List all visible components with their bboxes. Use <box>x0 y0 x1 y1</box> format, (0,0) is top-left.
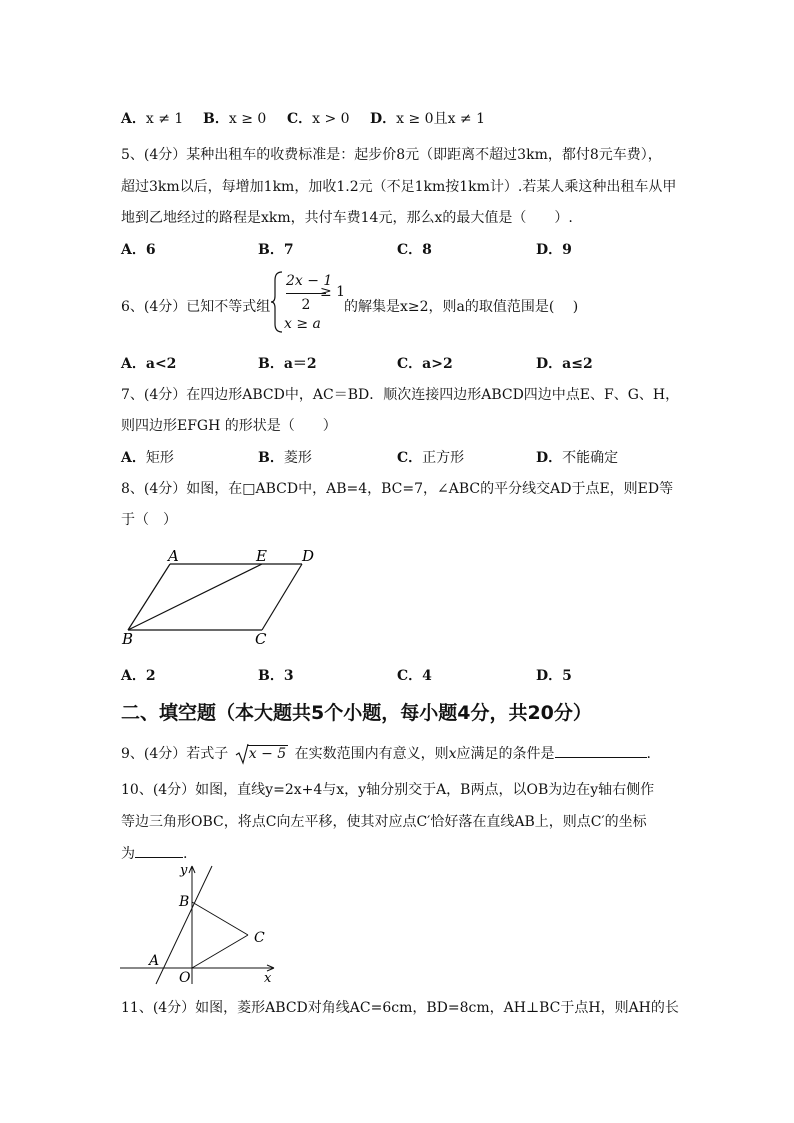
q4-option-c: C．x > 0 <box>287 111 350 127</box>
q10-line-ab <box>156 866 212 984</box>
q11-line-1: 11、(4分）如图，菱形ABCD对角线AC=6cm，BD=8cm，AH⊥BC于点H，则AH的长 <box>121 1000 679 1016</box>
q9-sqrt <box>235 746 288 762</box>
q9-end: . <box>646 746 651 762</box>
q6-option-d: D．a≤2 <box>536 356 593 372</box>
q10-edge-co <box>192 935 248 968</box>
q8-parallelogram-figure <box>118 546 328 650</box>
q8-line-2: 于（ ） <box>121 512 177 528</box>
q9-radical-sign <box>235 743 249 765</box>
q6-option-a: A．a<2 <box>121 356 177 372</box>
q8-label-c: C <box>255 630 267 648</box>
q7-option-d: D．不能确定 <box>536 450 619 466</box>
q6-option-b: B．a＝2 <box>258 356 317 372</box>
q5-option-d: D．9 <box>536 242 572 258</box>
q6-option-c: C．a>2 <box>397 356 453 372</box>
q5-line-2: 超过3km以后，每增加1km，加收1.2元（不足1km按1km计）.若某人乘这种出租车从甲 <box>121 179 677 195</box>
q10-line-3-end: . <box>183 846 188 862</box>
q9-prefix: 9、(4分）若式子 <box>121 746 229 762</box>
q10-answer-blank <box>135 843 183 858</box>
q10-label-x: x <box>264 971 272 986</box>
q8-label-d: D <box>302 547 315 565</box>
q10-line-1: 10、(4分）如图，直线y=2x+4与x，y轴分别交于A，B两点，以OB为边在y轴右侧作 <box>121 782 655 798</box>
q8-label-a: A <box>168 547 179 565</box>
q9-suffix: 应满足的条件是 <box>456 746 555 762</box>
q8-label-b: B <box>122 630 134 648</box>
q8-edge-cd <box>262 564 302 630</box>
q6-brace <box>270 270 284 334</box>
q9-answer-blank <box>555 743 647 758</box>
q8-option-a: A．2 <box>121 668 156 684</box>
q6-second-inequality: x ≥ a <box>284 316 321 332</box>
q10-label-o: O <box>179 970 191 986</box>
q10-line-2: 等边三角形OBC，将点C向左平移，使其对应点C′恰好落在直线AB上，则点C′的坐标 <box>121 814 647 830</box>
q6-ge-one: ≥ 1 <box>320 284 346 300</box>
q6-suffix: 的解集是x≥2，则a的取值范围是( ) <box>344 299 579 315</box>
q5-option-c: C．8 <box>397 242 432 258</box>
q10-label-y: y <box>180 863 188 878</box>
q8-option-d: D．5 <box>536 668 572 684</box>
q4-option-b: B．x ≥ 0 <box>203 111 267 127</box>
q8-label-e: E <box>256 547 267 565</box>
q7-option-c: C．正方形 <box>397 450 465 466</box>
q8-bisector-be <box>128 564 262 630</box>
q5-line-1: 5、(4分）某种出租车的收费标准是：起步价8元（即距离不超过3km，都付8元车费）， <box>121 147 662 163</box>
q10-label-a: A <box>149 953 160 969</box>
q7-option-a: A．矩形 <box>121 450 174 466</box>
q7-option-b: B．菱形 <box>258 450 312 466</box>
q6-numerator: 2x − 1 <box>286 273 333 289</box>
q10-edge-bc <box>192 902 248 935</box>
q9-mid: 在实数范围内有意义，则 <box>294 746 449 762</box>
section-heading-fill-in: 二、填空题（本大题共5个小题，每小题4分，共20分） <box>121 702 592 724</box>
q8-line-1: 8、(4分）如图，在□ABCD中，AB=4，BC=7，∠ABC的平分线交AD于点E，则ED等 <box>121 481 674 497</box>
q4-option-d: D．x ≥ 0且x ≠ 1 <box>370 111 486 127</box>
q5-option-a: A．6 <box>121 242 156 258</box>
q9-var: x <box>448 746 457 762</box>
q10-label-b: B <box>179 894 190 910</box>
q7-line-1: 7、(4分）在四边形ABCD中，AC＝BD．顺次连接四边形ABCD四边中点E、F、G、H， <box>121 387 680 403</box>
q9-radicand: x − 5 <box>248 746 287 762</box>
q5-option-b: B．7 <box>258 242 294 258</box>
q9-line <box>121 743 651 763</box>
q10-label-c: C <box>254 930 265 946</box>
q8-option-c: C．4 <box>397 668 432 684</box>
q6-prefix: 6、(4分）已知不等式组 <box>121 299 271 315</box>
q5-line-3: 地到乙地经过的路程是xkm，共付车费14元，那么x的最大值是（ ）. <box>121 210 573 226</box>
q4-option-a: A．x ≠ 1 <box>121 111 184 127</box>
q10-line-3-prefix: 为 <box>121 846 135 862</box>
q6-denominator: 2 <box>301 297 311 313</box>
q8-option-b: B．3 <box>258 668 294 684</box>
q10-coordinate-figure <box>116 858 286 988</box>
q7-line-2: 则四边形EFGH 的形状是（ ） <box>121 418 337 434</box>
